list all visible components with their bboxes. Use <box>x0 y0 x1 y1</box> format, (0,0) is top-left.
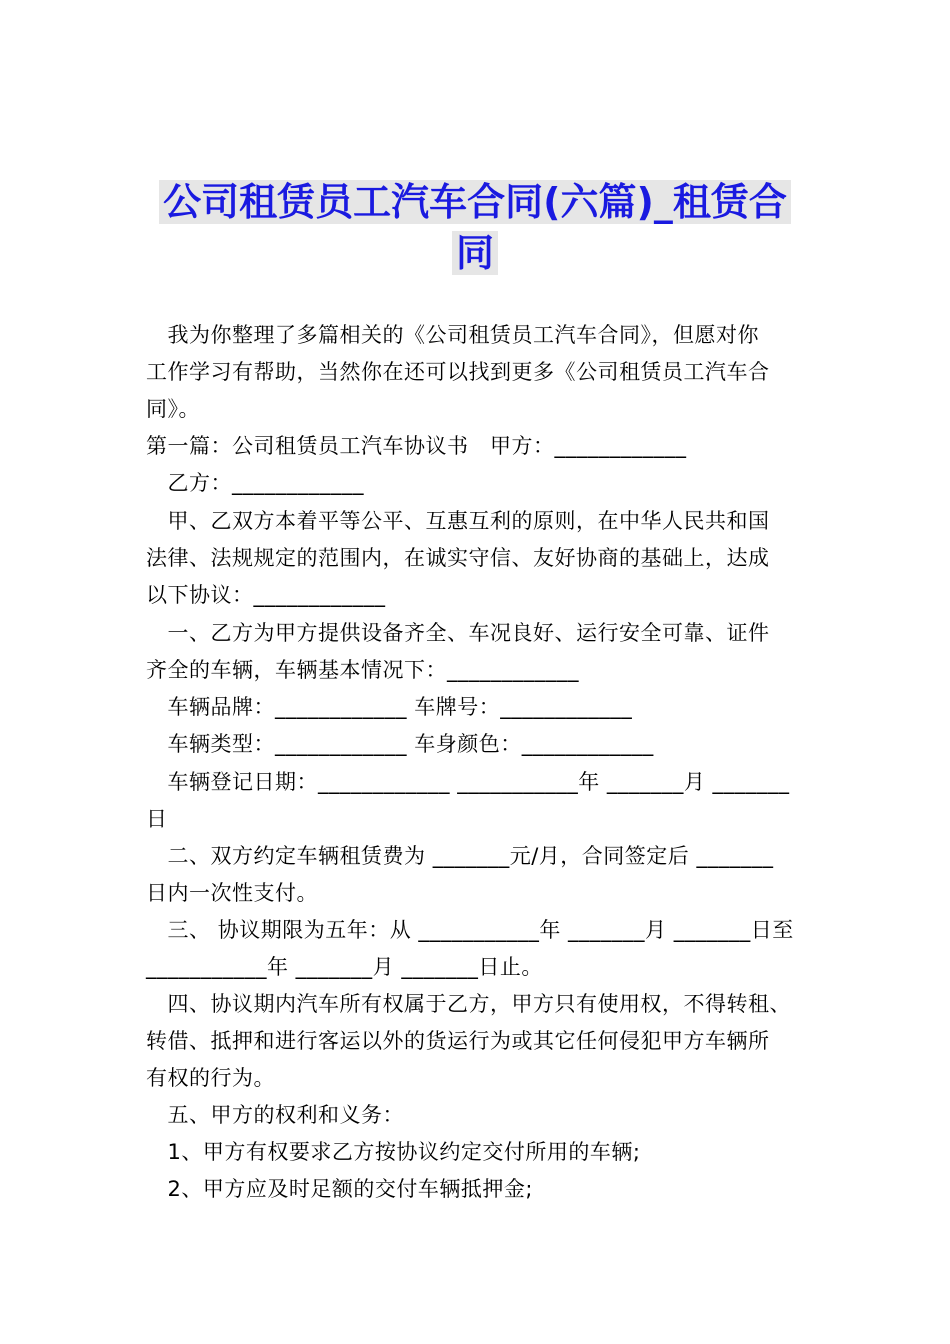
body-line: 日 <box>146 807 168 831</box>
body-line: 1、甲方有权要求乙方按协议约定交付所用的车辆; <box>146 1140 641 1164</box>
document-title-line-2: 同 <box>140 227 810 279</box>
body-line: 甲、乙双方本着平等公平、互惠互利的原则，在中华人民共和国 <box>146 509 770 533</box>
document-title-line-1: 公司租赁员工汽车合同(六篇)_租赁合 <box>140 176 810 228</box>
body-line: 三、 协议期限为五年：从 ___________年 _______月 _______日至 <box>146 918 794 942</box>
body-line: 车辆品牌：____________ 车牌号：____________ <box>146 695 633 719</box>
body-line: 乙方：____________ <box>146 471 365 495</box>
body-line: 一、乙方为甲方提供设备齐全、车况良好、运行安全可靠、证件 <box>146 621 770 645</box>
body-line: 车辆类型：____________ 车身颜色：____________ <box>146 732 654 756</box>
body-line: 日内一次性支付。 <box>146 881 318 905</box>
body-line: 同》。 <box>146 397 200 421</box>
body-line: 我为你整理了多篇相关的《公司租赁员工汽车合同》，但愿对你 <box>146 323 760 347</box>
body-line: ___________年 _______月 _______日止。 <box>146 955 543 979</box>
body-line: 有权的行为。 <box>146 1066 275 1090</box>
body-line: 车辆登记日期：____________ ___________年 _______月 _______ <box>146 770 790 794</box>
body-line: 四、协议期内汽车所有权属于乙方，甲方只有使用权，不得转租、 <box>146 992 792 1016</box>
body-line: 工作学习有帮助，当然你在还可以找到更多《公司租赁员工汽车合 <box>146 360 770 384</box>
body-line: 二、双方约定车辆租赁费为 _______元/月，合同签定后 _______ <box>146 844 774 868</box>
body-line: 2、甲方应及时足额的交付车辆抵押金; <box>146 1177 533 1201</box>
section-heading: 第一篇：公司租赁员工汽车协议书 甲方：____________ <box>146 434 687 458</box>
body-line: 五、甲方的权利和义务： <box>146 1103 405 1127</box>
body-line: 齐全的车辆，车辆基本情况下：____________ <box>146 658 579 682</box>
body-line: 法律、法规规定的范围内，在诚实守信、友好协商的基础上，达成 <box>146 546 770 570</box>
body-line: 转借、抵押和进行客运以外的货运行为或其它任何侵犯甲方车辆所 <box>146 1029 770 1053</box>
body-line: 以下协议：____________ <box>146 583 386 607</box>
